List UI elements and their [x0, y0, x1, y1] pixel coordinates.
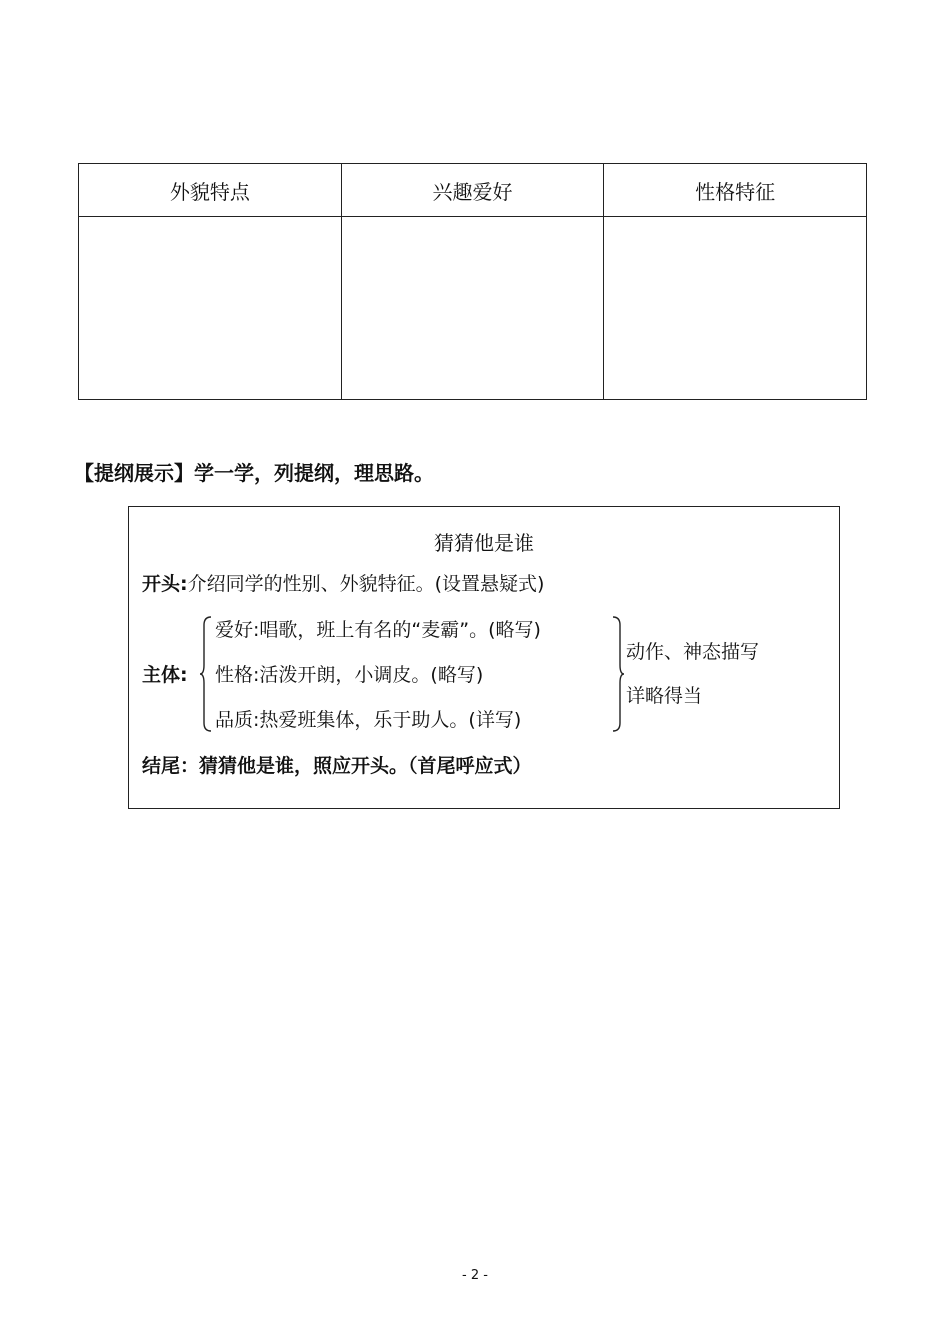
opening-label: 开头:: [142, 573, 188, 595]
info-table: [78, 163, 867, 400]
body-item-quality: 品质:热爱班集体，乐于助人。(详写): [215, 709, 522, 731]
cell-appearance: [79, 217, 342, 400]
opening-line: [142, 569, 544, 596]
body-item-hobby: 爱好:唱歌，班上有名的“麦霸”。(略写): [215, 619, 541, 641]
body-item-personality: 性格:活泼开朗，小调皮。(略写): [215, 664, 484, 686]
opening-text: 介绍同学的性别、外貌特征。(设置悬疑式): [187, 573, 545, 595]
outline-title: 猜猜他是谁: [434, 531, 534, 555]
outline-box: [128, 506, 840, 809]
cell-personality: [604, 217, 867, 400]
body-note-description: 动作、神态描写: [626, 641, 760, 663]
section-heading: 【提纲展示】学一学，列提纲，理思路。: [74, 461, 434, 485]
header-appearance: 外貌特点: [79, 164, 342, 217]
header-personality: 性格特征: [604, 164, 867, 217]
table-row: [79, 217, 867, 400]
right-brace-icon: [611, 615, 625, 733]
header-hobbies: 兴趣爱好: [341, 164, 604, 217]
ending-line: 结尾：猜猜他是谁，照应开头。（首尾呼应式）: [142, 755, 532, 777]
body-note-detail: 详略得当: [626, 685, 703, 707]
left-brace-icon: [199, 615, 213, 733]
cell-hobbies: [341, 217, 604, 400]
table-header-row: [79, 164, 867, 217]
page-number: - 2 -: [462, 1268, 488, 1283]
body-label: 主体:: [142, 664, 188, 686]
